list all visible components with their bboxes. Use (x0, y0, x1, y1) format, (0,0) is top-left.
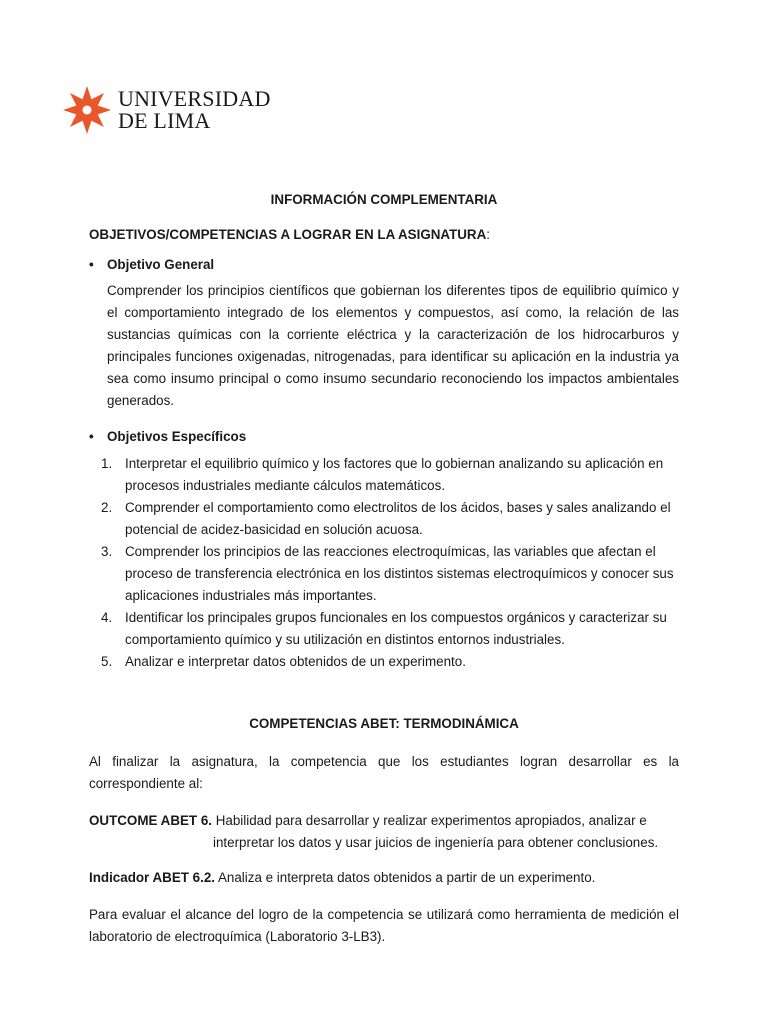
specific-objectives-bullet (89, 426, 246, 448)
closing-paragraph: Para evaluar el alcance del logro de la competencia se utilizará como herramienta de medición el laboratorio de electroquímica (Laboratorio 3-LB3). (89, 907, 679, 944)
outcome-block (89, 810, 679, 854)
list-number: 2. (101, 500, 113, 515)
specific-objectives-list (89, 453, 679, 673)
university-logo (62, 82, 271, 138)
list-text: Analizar e interpretar datos obtenidos de un experimento. (125, 654, 466, 669)
list-item (89, 651, 679, 673)
indicator-label: Indicador ABET 6.2. (89, 870, 215, 885)
star-logo-icon (62, 85, 112, 135)
indicator-text: Analiza e interpreta datos obtenidos a partir de un experimento. (217, 870, 596, 885)
general-objective-bullet (89, 254, 214, 276)
bullet-icon: • (89, 429, 94, 444)
objectives-heading-colon: : (486, 227, 491, 242)
outcome-line-1: Habilidad para desarrollar y realizar experimentos apropiados, analizar e (215, 813, 647, 828)
objectives-heading (89, 224, 679, 246)
abet-intro: Al finalizar la asignatura, la competencia que los estudiantes logran desarrollar es la correspondiente al: (89, 754, 679, 791)
list-number: 1. (101, 456, 113, 471)
list-number: 5. (101, 654, 113, 669)
outcome-line-2: interpretar los datos y usar juicios de ingeniería para obtener conclusiones. (213, 835, 659, 850)
list-item (89, 453, 679, 497)
list-item (89, 607, 679, 651)
list-text: Comprender el comportamiento como electrolitos de los ácidos, bases y sales analizando el potencial de acidez-basicidad en solución acuosa. (125, 500, 671, 537)
logo-wordmark (118, 88, 271, 132)
abet-heading: COMPETENCIAS ABET: TERMODINÁMICA (249, 716, 519, 731)
bullet-icon: • (89, 257, 94, 272)
general-objective-label: Objetivo General (107, 257, 215, 272)
objectives-heading-text: OBJETIVOS/COMPETENCIAS A LOGRAR EN LA ASIGNATURA (89, 227, 487, 242)
list-number: 4. (101, 610, 113, 625)
document-title: INFORMACIÓN COMPLEMENTARIA (270, 192, 498, 207)
logo-line-2: DE LIMA (118, 108, 211, 133)
list-item (89, 541, 679, 607)
indicator-block (89, 867, 679, 889)
outcome-label: OUTCOME ABET 6. (89, 813, 212, 828)
general-objective-text: Comprender los principios científicos que gobiernan los diferentes tipos de equilibrio químico y el comportamiento integrado de los elementos y compuestos, así como, la relación de las sustancias químicas con la corriente eléctrica y la caracterización de los hidrocarburos y principales funciones oxigenadas, nitrogenadas, para identificar su aplicación en la industria ya sea como insumo principal o como insumo secundario reconociendo los impactos ambientales generados. (107, 283, 679, 408)
list-text: Identificar los principales grupos funcionales en los compuestos orgánicos y caracterizar su comportamiento químico y su utilización en distintos entornos industriales. (125, 610, 667, 647)
list-text: Interpretar el equilibrio químico y los factores que lo gobiernan analizando su aplicación en procesos industriales mediante cálculos matemáticos. (125, 456, 664, 493)
logo-line-1: UNIVERSIDAD (118, 86, 271, 111)
specific-objectives-label: Objetivos Específicos (107, 429, 247, 444)
list-item (89, 497, 679, 541)
list-text: Comprender los principios de las reacciones electroquímicas, las variables que afectan el proceso de transferencia electrónica en los distintos sistemas electroquímicos y conocer sus aplicaciones industriales más importantes. (125, 544, 674, 603)
list-number: 3. (101, 544, 113, 559)
